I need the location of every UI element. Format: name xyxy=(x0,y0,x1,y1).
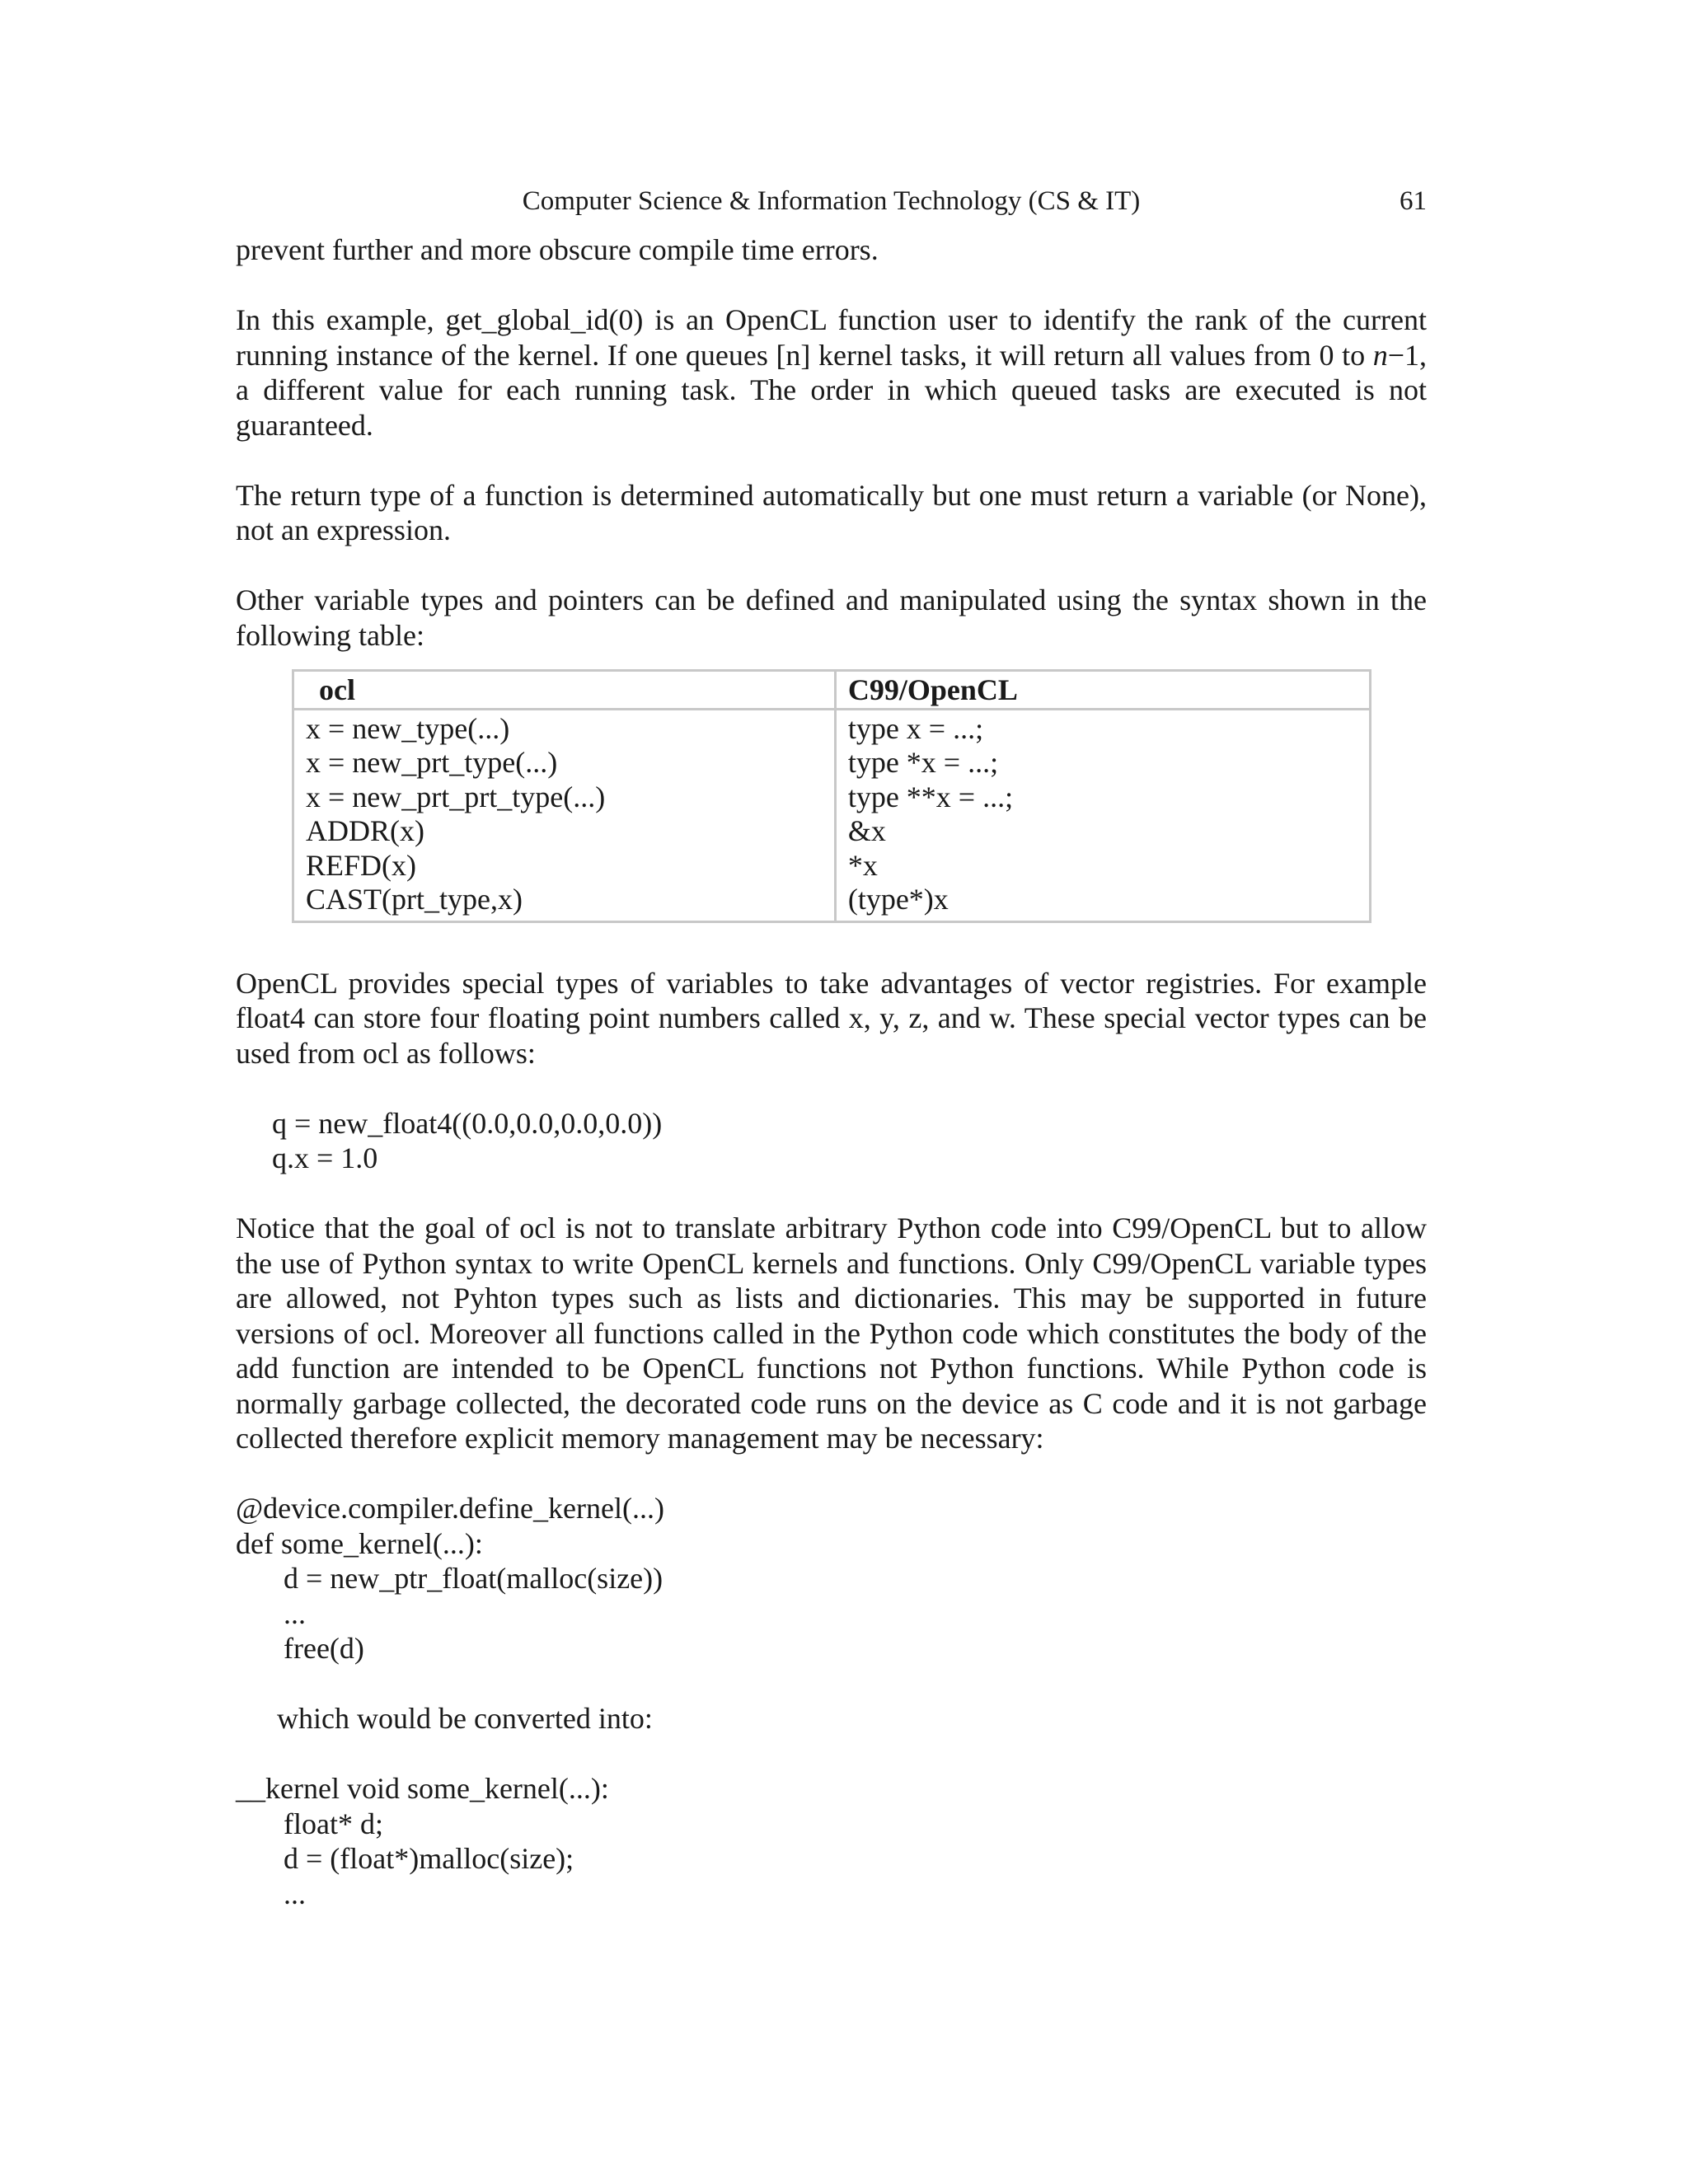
paragraph-global-id-part1: In this example, get_global_id(0) is an OpenCL function user to identify the rank of the current running instance of the kernel. If one queues [n] kernel tasks, it will return all values from 0 to xyxy=(236,303,1427,372)
code-kernel-body-line-2: ... xyxy=(284,1596,306,1630)
paragraph-global-id xyxy=(236,302,1427,443)
table-header-row xyxy=(293,671,1371,710)
code-kernel-decorator: @device.compiler.define_kernel(...) xyxy=(236,1492,664,1525)
running-header xyxy=(236,183,1427,219)
paragraph-table-intro: Other variable types and pointers can be defined and manipulated using the syntax shown in the following table: xyxy=(236,583,1427,652)
code-converted-head: __kernel void some_kernel(...): xyxy=(236,1772,609,1805)
paragraph-vector-types: OpenCL provides special types of variables to take advantages of vector registries. For example float4 can store four floating point numbers called x, y, z, and w. These special vector types can be used from ocl as follows: xyxy=(236,966,1427,1070)
code-kernel-def: def some_kernel(...): xyxy=(236,1526,483,1560)
code-kernel-body-line-3: free(d) xyxy=(284,1632,364,1665)
journal-title: Computer Science & Information Technology (CS & IT) xyxy=(522,186,1141,216)
page-number: 61 xyxy=(1400,186,1427,216)
table-cell-ocl: x = new_type(...) x = new_prt_type(...) x = new_prt_prt_type(...) ADDR(x) REFD(x) CAST(prt_type,x) xyxy=(293,709,836,921)
paragraph-continuation: prevent further and more obscure compile time errors. xyxy=(236,233,879,266)
paragraph-converted: which would be converted into: xyxy=(277,1702,653,1735)
page-body xyxy=(236,232,1427,1911)
syntax-table xyxy=(292,669,1372,923)
code-converted-line-3: ... xyxy=(284,1877,306,1910)
paragraph-return-type: The return type of a function is determined automatically but one must return a variable (or None), not an expression. xyxy=(236,478,1427,546)
code-vector-line-1: q = new_float4((0.0,0.0,0.0,0.0)) xyxy=(272,1106,663,1140)
table-header-c99: C99/OpenCL xyxy=(835,671,1370,710)
paragraph-notice: Notice that the goal of ocl is not to translate arbitrary Python code into C99/OpenCL but to allow the use of Python syntax to write OpenCL kernels and functions. Only C99/OpenCL variable types are allowed, not Pyhton types such as lists and dictionaries. This may be supported in future versions of ocl. Moreover all functions called in the Python code which constitutes the body of the add function are intended to be OpenCL functions not Python functions. While Python code is normally garbage collected, the decorated code runs on the device as C code and it is not garbage collected therefore explicit memory management may be necessary: xyxy=(236,1212,1427,1455)
math-n: n xyxy=(1372,338,1388,372)
code-converted-line-1: float* d; xyxy=(284,1807,383,1840)
table-header-ocl: ocl xyxy=(293,671,836,710)
code-kernel-body-line-1: d = new_ptr_float(malloc(size)) xyxy=(284,1562,663,1595)
table-row xyxy=(293,709,1371,921)
code-vector-line-2: q.x = 1.0 xyxy=(272,1141,378,1174)
code-converted-line-2: d = (float*)malloc(size); xyxy=(284,1842,574,1875)
table-cell-c99: type x = ...; type *x = ...; type **x = ...; &x *x (type*)x xyxy=(835,709,1370,921)
paragraph-global-id-part2: −1, a different value for each running task. The order in which queued tasks are executed is not guaranteed. xyxy=(236,338,1427,442)
